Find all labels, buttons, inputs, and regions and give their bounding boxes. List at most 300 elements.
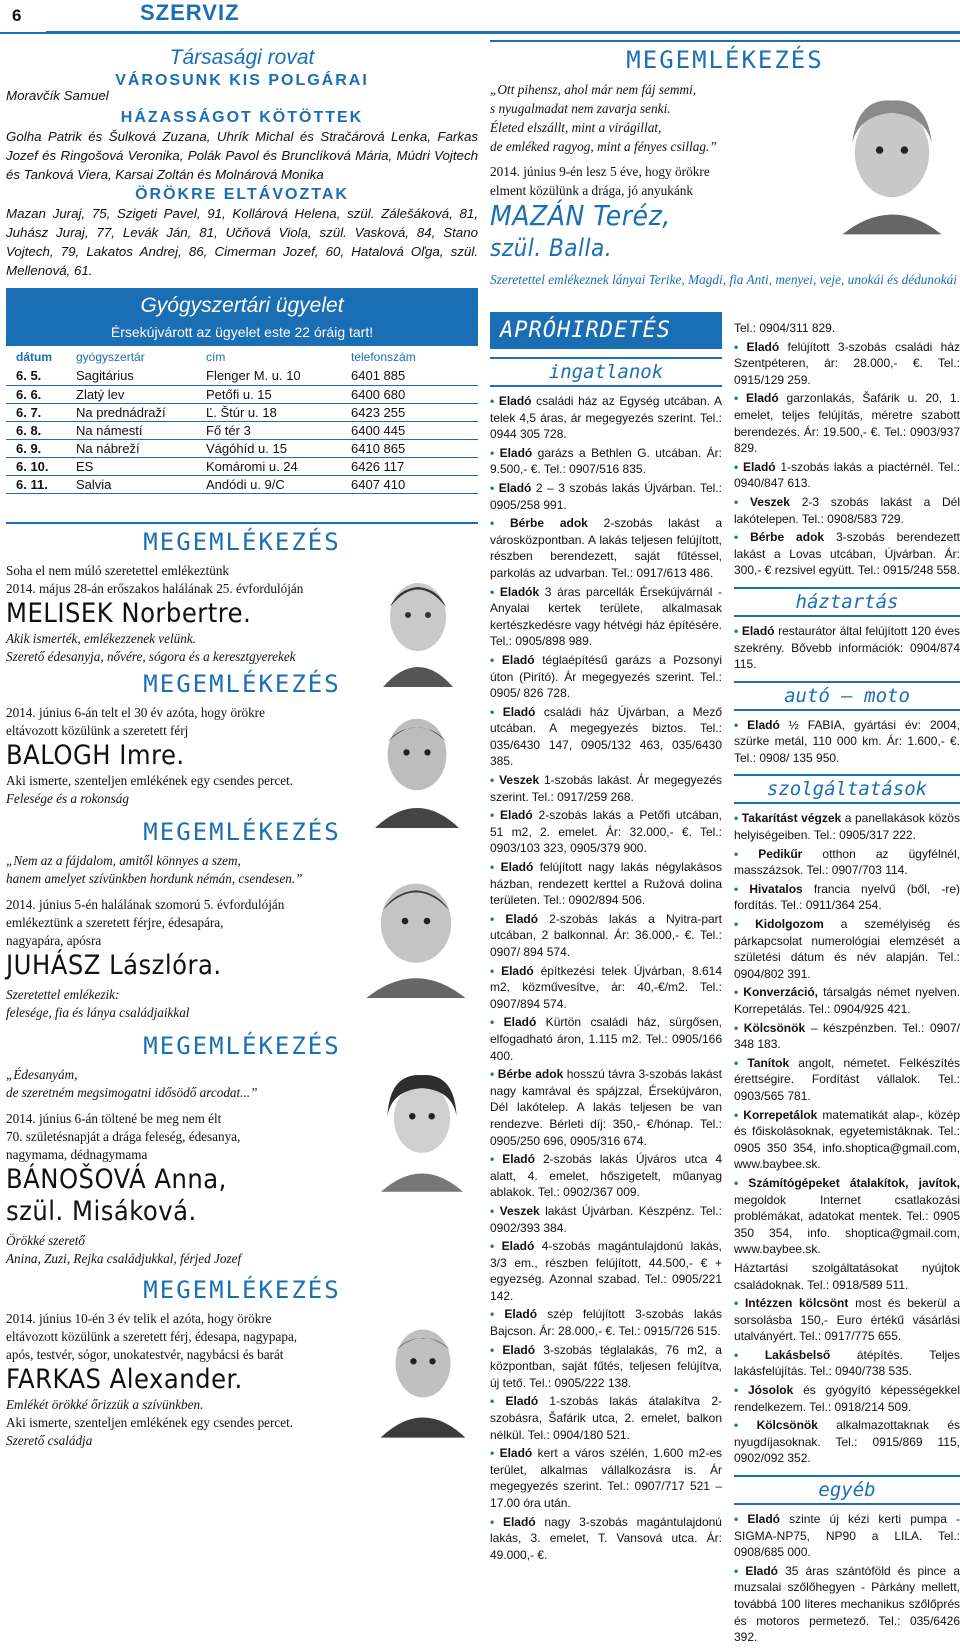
ad-item [490,807,722,857]
bullet-icon: • [734,1020,744,1035]
memorial-heading: MEGEMLÉKEZÉS [143,1031,341,1060]
ad-keyword: Eladó [504,1307,538,1322]
ad-item [734,717,960,767]
ads-category-realestate: ingatlanok [490,357,722,387]
memorial-text: 2014. május 28-án erőszakos halálának 25. évfordulóján [6,580,304,596]
ads-category-auto: autó – moto [734,681,960,711]
memorial-quote: „Édesanyám, [6,1066,78,1082]
memorial-text: Soha el nem múló szeretettel emlékeztünk [6,562,230,578]
ad-keyword: Kölcsönök [743,1020,806,1035]
ad-text: – készpénzben. Tel.: 0907/ 348 183. [734,1020,960,1052]
ad-keyword: Eladó [503,1015,537,1030]
ad-keyword: Bérbe adok [497,1067,564,1082]
bullet-icon: • [490,1152,503,1167]
bullet-icon: • [490,1394,506,1409]
ad-keyword: Intézzen kölcsönt [744,1296,849,1311]
memorial-text: eltávozott közülünk a szeretett férj [6,722,189,738]
bullet-icon: • [734,1347,765,1362]
ad-item [490,445,722,478]
ad-keyword: Eladó [502,1152,535,1167]
bullet-icon: • [734,881,750,896]
ad-item [490,911,722,961]
memorial-text: Szeretettel emlékeznek lányai Terike, Magdi, fia Anti, menyei, veje, unokái és dédunokái [490,272,957,287]
bullet-icon: • [734,623,742,638]
ad-text: angolt, németet. Felkészítés érettségire. Fordítást vállalok. Tel.: 0903/565 781. [734,1055,960,1103]
bullet-icon: • [490,445,500,460]
ad-item [734,1175,960,1258]
bullet-icon: • [490,808,501,823]
ads-list [734,717,960,767]
ad-text: 4-szobás magántulajdonú lakás, 3/3 em., részben felújított, 44.500,- € + egyezség. Azonnal szabad. Tel.: 0905/221 142. [490,1239,722,1303]
memorial-name: szül. Balla. [490,234,613,262]
bullet-icon: • [490,394,499,408]
ad-text: szinte új kézi kerti pumpa - SIGMA-NP75, NP90 a LILA. Tel.: 0908/685 000. [734,1512,960,1560]
bullet-icon: • [490,963,502,978]
table-cell: Flenger M. u. 10 [206,367,351,385]
ad-keyword: Pedikűr [758,846,803,861]
table-cell: Na nábreží [76,439,206,457]
table-cell: ES [76,457,206,475]
table-cell: 6. 5. [6,367,76,385]
memorial-text: 2014. június 6-án töltené be meg nem élt [6,1110,222,1126]
ad-item [734,846,960,879]
ad-keyword: Számítógépeket átalakítok, javítok, [748,1175,960,1190]
ad-item [734,810,960,843]
left-column [6,40,478,1450]
ad-text: 3-szobás berendezett lakást a Lovas utcában, Újvárban. Ár: 300,- € rezsivel együtt. Tel.: 0915/248 558. [734,530,960,578]
table-cell: Zlatý lev [76,385,206,403]
bullet-icon: • [734,1512,748,1527]
table-cell: 6400 445 [351,421,478,439]
memorial-banosova [6,1032,478,1268]
bullet-icon: • [734,530,751,545]
ad-item [734,881,960,914]
ad-item [490,859,722,909]
bullet-icon: • [734,1055,748,1070]
ad-keyword: Eladó [501,1239,535,1254]
memorial-name: BALOGH Imre. [6,739,185,771]
memorial-quote: Életed elszállt, mint a virágillat, [490,120,662,135]
bullet-icon: • [490,1015,504,1030]
memorial-text: 2014. június 9-én lesz 5 éve, hogy örökre [490,164,710,179]
ad-item [490,584,722,650]
ad-item [734,1295,960,1345]
social-title: Társasági rovat [169,46,315,69]
ad-text: alkalmazottaknak és nyugdíjasoknak. Tel.: 0915/869 115, 0902/092 352. [734,1418,960,1466]
table-cell: Ľ. Štúr u. 18 [206,403,351,421]
table-cell: Fő tér 3 [206,421,351,439]
bullet-icon: • [734,494,750,509]
ads-category-services: szolgáltatások [734,774,960,804]
ad-item [734,390,960,456]
pharmacy-subtitle: Érsekújvárott az ügyelet este 22 óráig tart! [6,324,478,346]
died-header: ÖRÖKRE ELTÁVOZTAK [135,186,349,203]
memorial-text: 2014. június 5-én halálának szomorú 5. évfordulóján [6,896,285,912]
memorial-heading: MEGEMLÉKEZÉS [490,40,960,74]
ad-keyword: Bérbe adok [510,516,588,531]
pharmacy-box [6,288,478,494]
memorial-text: Emlékét örökké őrizzük a szívünkben. [6,1396,204,1412]
memorial-text: Anina, Zuzi, Rejka családjukkal, férjed Jozef [6,1250,242,1266]
ad-item [490,1445,722,1511]
memorial-text: após, testvér, sógor, unokatestvér, nagybácsi és barát [6,1346,284,1362]
table-cell: 6410 865 [351,439,478,457]
col-header: gyógyszertár [76,350,145,364]
ad-keyword: Veszek [749,494,790,509]
ad-item [734,916,960,982]
portrait-photo [368,1062,476,1192]
ad-text: felújított 3-szobás családi ház Szentpéteren, ár: 28.000,- €. Tel.: 0915/129 259. [734,339,960,387]
bullet-icon: • [490,1239,502,1254]
memorial-heading: MEGEMLÉKEZÉS [143,669,341,698]
table-row [6,367,478,385]
ad-keyword: Jósolok [747,1383,794,1398]
ad-item [734,1417,960,1467]
bullet-icon: • [734,1175,749,1190]
ad-text: építkezési telek Újvárban, 8.614 m2, közművesítve, ár: 40,-€/m2. Tel.: 0907/894 574. [490,963,722,1011]
ad-item [734,1107,960,1173]
ad-keyword: Eladó [745,1563,778,1578]
ad-keyword: Kidolgozom [755,917,824,932]
table-row [6,421,478,439]
ad-text: családi ház Újvárban, a Mező utcában. A megegyezés biztos. Tel.: 035/6430 147, 0905/132 463, 035/6430 385. [490,704,722,769]
ad-keyword: Kölcsönök [756,1418,818,1433]
memorial-quote: de szeretném megsimogatni idősödő arcodat...” [6,1084,258,1100]
col-header: telefonszám [351,350,416,364]
ad-keyword: Lakásbelső [764,1347,831,1362]
table-cell: Sagitárius [76,367,206,385]
bullet-icon: • [734,459,743,474]
memorial-text: Felesége és a rokonság [6,790,129,806]
ad-keyword: Korrepetálok [743,1107,818,1122]
table-cell: Vágóhíd u. 15 [206,439,351,457]
memorial-juhasz [6,818,478,1022]
ad-text: 1-szobás lakás a piactérnél. Tel.: 0940/847 613. [734,459,960,491]
table-cell: 6407 410 [351,475,478,493]
memorial-name: JUHÁSZ Lászlóra. [6,949,222,981]
ad-item [490,1306,722,1339]
ad-keyword: Eladó [498,480,532,495]
table-cell: Na námestí [76,421,206,439]
memorial-text: nagyapára, apósra [6,932,102,948]
ad-keyword: Eladó [746,391,779,406]
ad-item [490,1203,722,1236]
bullet-icon: • [734,811,742,826]
ad-text: téglaépítésű garázs a Pozsonyi úton (Pirító). Ár megegyezés szerint. Tel.: 0905/ 826 728. [490,652,722,701]
memorial-text: nagymama, dédnagymama [6,1146,148,1162]
married-header: HÁZASSÁGOT KÖTÖTTEK [120,109,364,126]
ad-item [734,1055,960,1105]
ad-text: francia nyelvű (ből, -re) fordítás. Tel.: 0911/364 254. [734,881,960,913]
col-header: dátum [16,350,52,364]
ad-keyword: Eladó [741,623,775,638]
memorial-name: MAZÁN Teréz, [490,199,671,232]
portrait-photo [366,567,470,687]
memorial-quote: de emléked ragyog, mint a fényes csillag.” [490,139,717,154]
bullet-icon: • [490,516,511,531]
memorial-mazan [490,40,960,300]
ads-title: APRÓHIRDETÉS [490,312,722,349]
bullet-icon: • [734,1107,744,1122]
ad-text: megoldok Internet csatlakozási problémákat, adatokat mentek. Tel.: 0905 350 354, info. shoptica@gmail.com, www.baybee.sk. [734,1192,960,1257]
ad-text: 2 – 3 szobás lakás Újvárban. Tel.: 0905/258 991. [490,480,722,512]
memorial-text: 2014. június 6-án telt el 30 év azóta, hogy örökre [6,704,265,720]
ad-text: otthon az ügyfélnél, masszázsok. Tel.: 0907/703 114. [734,846,960,878]
ad-text: kert a város szélén, 1.600 m2-es terület, alkalmas vállalkozásra is. Ár megegyezés szerint. Tel.: 0907/717 521 –17.00 óra után. [490,1446,722,1510]
ad-text: most és bekerül a sorsolásba 150,- Euro értékű vásárlási utalványért. Tel.: 0917/775 655. [734,1296,960,1344]
ad-item [490,480,722,513]
ad-keyword: Eladó [501,652,535,667]
memorial-quote: s nyugalmadat nem zavarja senki. [490,101,671,116]
memorial-name: szül. Misáková. [6,1195,197,1227]
ad-text: felújított nagy lakás négylakásos házban, rendezett kerttel a Ružová dolina területen. Tel.: 0902/894 506. [490,860,722,908]
ad-item [490,1238,722,1304]
table-cell: Na prednádraží [76,403,206,421]
table-cell: 6401 885 [351,367,478,385]
portrait-photo [370,1308,476,1440]
ad-keyword: Eladó [500,808,533,823]
ad-item [734,623,960,673]
table-cell: Petőfi u. 15 [206,385,351,403]
ad-text: 1-szobás lakást. Ár megegyezés szerint. Tel.: 0917/259 268. [490,773,722,804]
table-cell: 6423 255 [351,403,478,421]
table-cell: 6. 8. [6,421,76,439]
ad-keyword: Eladó [505,911,539,926]
ad-keyword: Eladó [747,717,780,732]
bullet-icon: • [734,985,744,1000]
bullet-icon: • [734,1296,745,1311]
memorial-heading: MEGEMLÉKEZÉS [143,817,341,846]
portrait-photo [830,84,954,236]
ad-keyword: Veszek [499,773,540,788]
ad-item [734,1020,960,1053]
table-cell: 6400 680 [351,385,478,403]
ad-text: 1-szobás lakás átalakítva 2-szobásra, Šafárik utca, 2. emelet, balkon nélkül. Tel.: 0904/180 521. [490,1394,722,1442]
memorial-quote: „Nem az a fájdalom, amitől könnyes a szem, [6,852,241,868]
ad-text: hosszú távra 3-szobás lakást nagy kamrával és spájzzal, Érsekújváron, Dél lakótelep. A lakás teljesen be van rendezve. Bérleti díj: 350,- €/hónap. Tel.: 0905/250 696, 0905/316 674. [490,1067,723,1148]
born-header: VÁROSUNK KIS POLGÁRAI [115,72,369,89]
bullet-icon: • [734,1563,746,1578]
ad-text: 3 áras parcellák Érsekújvárnál - Anyalai kertek területe, alkalmasak kertészkedésre vagy hétvégi ház építésére. Tel.: 0905/898 989. [490,584,722,649]
ad-item [734,459,960,492]
memorial-quote: „Ott pihensz, ahol már nem fáj semmi, [490,82,697,97]
ad-text: lakást Újvárban. Készpénz. Tel.: 0902/393 384. [490,1203,722,1235]
ad-keyword: Eladók [499,584,540,599]
page-header [0,0,960,34]
table-row [6,475,478,493]
portrait-photo [364,702,470,828]
table-row [6,439,478,457]
ad-item [490,772,722,805]
table-cell: 6. 6. [6,385,76,403]
ads-list [734,810,960,1467]
col-header: cím [206,350,226,364]
memorial-text: Aki ismerte, szenteljen emlékének egy csendes percet. [6,1414,294,1430]
married-text: Golha Patrik és Šulková Zuzana, Uhrík Michal és Stračárová Lenka, Farkas Jozef és Ringošová Veronika, Polák Pavol és Brunclíková Mária, Múdri Vojtech és Tanková Viera, Karsai Zoltán és Molnárová Monika [6,129,478,182]
table-cell: 6. 10. [6,457,76,475]
memorial-heading: MEGEMLÉKEZÉS [6,522,478,556]
ad-item [734,1563,960,1646]
table-cell: 6. 9. [6,439,76,457]
ad-text: garázs a Bethlen G. utcában. Ár: 9.500,- €. Tel.: 0907/516 835. [490,445,722,477]
bullet-icon: • [490,1446,500,1461]
ad-item [734,984,960,1017]
ad-keyword: Eladó [742,459,776,474]
bullet-icon: • [734,339,747,354]
bullet-icon: • [734,391,747,406]
ad-item [490,652,722,702]
memorial-text: 70. születésnapját a drága feleség, édesanya, [6,1128,241,1144]
pharmacy-table [6,346,478,494]
bullet-icon: • [490,1067,498,1082]
bullet-icon: • [490,652,502,667]
ad-item [490,1014,722,1064]
ad-text: restaurátor által felújított 120 éves szekrény. Bővebb információk: 0904/874 115. [734,623,960,672]
bullet-icon: • [734,1383,748,1398]
ad-text: társalgás német nyelven. Korrepetálás. Tel.: 0904/925 421. [734,985,960,1016]
bullet-icon: • [490,911,506,926]
table-cell: Komáromi u. 24 [206,457,351,475]
ad-keyword: Eladó [500,860,534,875]
table-cell: Salvia [76,475,206,493]
bullet-icon: • [490,584,500,599]
ads-column-2 [734,320,960,1648]
ad-item [490,1514,722,1564]
bullet-icon: • [734,717,748,732]
memorial-text: felesége, fia és lánya családjaikkal [6,1004,190,1020]
ad-keyword: Eladó [499,1446,533,1461]
ad-item [734,529,960,579]
ad-text: 35 áras szántóföld és pince a muzsalai szőlőhegyen - Párkány mellett, továbbá 100 literes mechanikus szőlőprés és motoros permetező. Tel.: 035/6426 392. [734,1563,960,1645]
memorial-text: eltávozott közülünk a szeretett férj, édesapa, nagypapa, [6,1328,298,1344]
ad-text: 2-szobás lakás a Petőfi utcában, 51 m2, 2. emelet. Ár: 32.000,- €. Tel.: 0903/103 323, 0905/379 900. [490,808,722,856]
bullet-icon: • [490,773,500,788]
ad-keyword: Tanítok [747,1055,790,1070]
table-cell: 6. 11. [6,475,76,493]
bullet-icon: • [490,1514,503,1529]
ad-text: Kürtön családi ház, sürgősen, elfogadható áron, 1.115 m2. Tel.: 0905/166 400. [490,1015,722,1063]
bullet-icon: • [490,860,501,875]
ad-keyword: Veszek [499,1203,540,1218]
ad-keyword: Eladó [746,339,780,354]
memorial-text: elment közülünk a drága, jó anyukánk [490,183,694,198]
ad-item [734,1511,960,1561]
ads-column-1 [490,312,722,1565]
born-text: Moravčík Samuel [6,88,109,103]
memorial-name: MELISEK Norbertre. [6,597,252,629]
memorial-text: Akik ismerték, emlékezzenek velünk. [6,630,197,646]
ads-list [734,320,960,579]
ad-keyword: Eladó [502,1514,536,1529]
ad-keyword: Konverzáció, [743,985,818,1000]
memorial-text: emlékeztünk a szeretett férjre, édesapára, [6,914,224,930]
memorial-heading: MEGEMLÉKEZÉS [143,1275,341,1304]
memorial-melisek [6,522,478,662]
ad-text: 2-3 szobás lakást a Dél lakótelepen. Tel.: 0908/583 729. [734,494,960,526]
bullet-icon: • [490,1203,500,1218]
ad-item [734,1382,960,1415]
portrait-photo [358,866,474,998]
ads-list [734,623,960,673]
ad-text: 2-szobás lakást a városközpontban. A lakás teljesen felújított, részben berendezett, saját fűtéssel, parkolás az udvarban. Tel.: 0917/613 486. [490,516,722,580]
ad-text: családi ház az Egység utcában. A telek 4,5 áras, ár megegyezés szerint. Tel.: 0944 305 728. [490,394,722,442]
ad-keyword: Takarítást végzek [741,811,842,826]
ad-item [490,1393,722,1443]
bullet-icon: • [734,1418,757,1433]
ad-item [490,1342,722,1392]
ad-item [490,393,722,443]
ad-text: átépítés. Teljes lakásfelújítás. Tel.: 0940/738 535. [734,1347,960,1379]
ad-text: Tel.: 0904/311 829. [734,321,836,335]
ad-text: matematikát alap-, közép és főiskolásoknak, egyetemistáknak. Tel.: 0905 350 354, info.shoptica@gmail.com, www.baybee.sk. [734,1107,960,1172]
memorial-name: FARKAS Alexander. [6,1363,243,1395]
memorial-text: Szerető édesanyja, nővére, sógora és a keresztgyerekek [6,648,296,664]
ad-keyword: Eladó [498,394,532,408]
ad-text: 2-szobás lakás a Nyitra-part utcában, 2 balkonnal. Ár: 36.000,- €. Tel.: 0907/ 894 574. [490,911,722,959]
ad-text: szép felújított 3-szobás lakás Bajcson. Ár: 28.000,- €. Tel.: 0915/726 515. [490,1307,722,1339]
memorial-name: BÁNOŠOVÁ Anna, [6,1163,227,1195]
ad-item [490,963,722,1013]
ad-keyword: Eladó [505,1394,539,1409]
section-title: SZERVIZ [140,0,240,25]
ad-text: a személyiség és párkapcsolat numerológiai elemzését a születési dátum és név alapján. Tel.: 0904/802 391. [734,917,960,981]
ads-category-household: háztartás [734,587,960,617]
memorial-text: 2014. június 10-én 3 év telik el azóta, hogy örökre [6,1310,272,1326]
ads-category-other: egyéb [734,1475,960,1505]
memorial-farkas [6,1276,478,1450]
memorial-balogh [6,670,478,808]
ad-text: garzonlakás, Šafárik u. 20, 1. emelet, teljes felújítás, méretre szabott berendezés. Ár: 19.500,- €. Tel.: 0903/937 829. [734,391,960,456]
table-cell: 6. 7. [6,403,76,421]
ad-item [490,704,722,770]
bullet-icon: • [734,846,759,861]
ad-item [734,320,960,337]
ad-text: Háztartási szolgáltatásokat nyújtok családoknak. Tel.: 0918/589 511. [734,1260,960,1292]
ad-item [734,339,960,389]
ad-item [734,1260,960,1293]
ads-list [734,1511,960,1646]
ad-text: ½ FABIA, gyártási év: 2004, szürke metál, 110 000 km. Ár: 1.600,- €. Tel.: 0908/ 135 950. [734,717,960,765]
ad-item [734,494,960,527]
ad-item [490,1151,722,1201]
died-text: Mazan Juraj, 75, Szigeti Pavel, 91, Kollárová Helena, szül. Zálešáková, 81, Juhász Juraj, 77, Levák Ján, 81, Učňová Viola, szül. Vasková, 84, Stano Vojtech, 79, Lakatos Andrej, 86, Cimerman Jozef, 60, Hatalová Oľga, szül. Mellenová, 61. [6,206,478,278]
bullet-icon: • [490,1342,503,1357]
ad-text: és gyógyító képességekkel rendelkezem. Tel.: 0918/214 509. [734,1383,960,1414]
ad-keyword: Eladó [502,704,536,719]
memorial-text: Aki ismerte, szenteljen emlékének egy csendes percet. [6,772,294,788]
table-cell: 6426 117 [351,457,478,475]
ad-keyword: Eladó [747,1512,780,1527]
ad-item [490,1066,722,1149]
ad-text: 2-szobás lakás Újváros utca 4 alatt, 4. emelet, hőszigetelt, műanyag ablakok. Tel.: 0902/367 009. [490,1152,722,1200]
ad-keyword: Eladó [501,963,534,978]
ad-text: a panellakások közös helyiségeiben. Tel.: 0905/317 222. [734,811,960,843]
ad-item [490,515,722,581]
pharmacy-title: Gyógyszertári ügyelet [6,288,478,324]
bullet-icon: • [734,917,756,932]
ad-item [734,1347,960,1380]
ad-keyword: Hivatalos [749,881,803,896]
memorial-quote: hanem amelyet szívünkben hordunk némán, csendesen.” [6,870,303,886]
ad-keyword: Eladó [499,445,533,460]
ad-keyword: Bérbe adok [750,530,825,545]
ad-keyword: Eladó [502,1342,536,1357]
memorial-text: Örökké szerető [6,1232,85,1248]
bullet-icon: • [490,704,503,719]
table-row [6,385,478,403]
ad-text: nagy 3-szobás magántulajdonú lakás, 3. emelet, T. Vansová utca. Ár: 49.000,- €. [490,1514,722,1562]
bullet-icon: • [490,480,499,495]
